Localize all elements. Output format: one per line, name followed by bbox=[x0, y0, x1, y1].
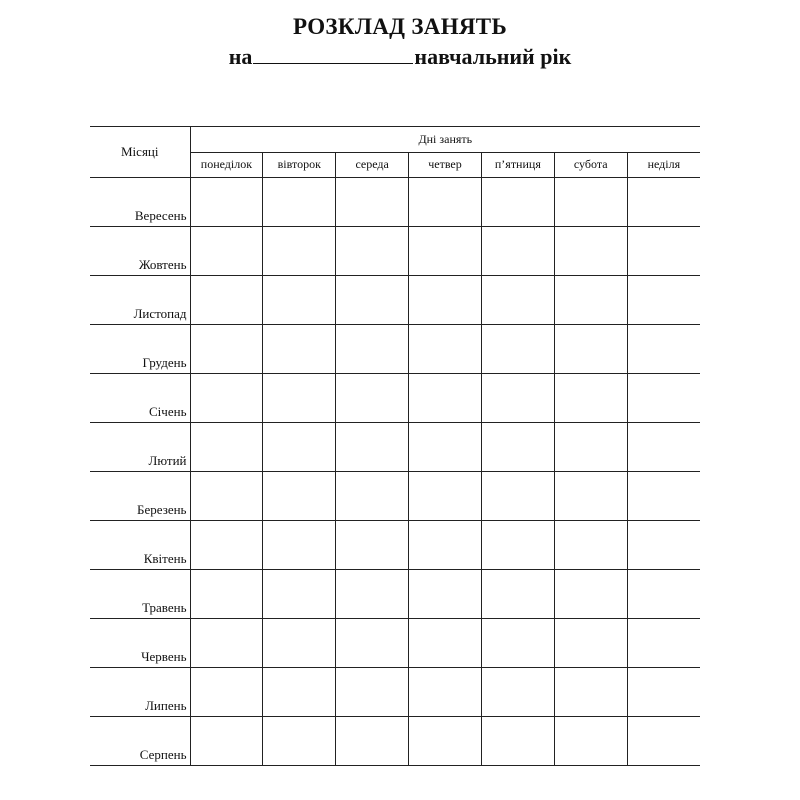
schedule-cell[interactable] bbox=[554, 374, 627, 423]
schedule-cell[interactable] bbox=[627, 619, 700, 668]
day-header-saturday: субота bbox=[554, 152, 627, 178]
schedule-cell[interactable] bbox=[336, 374, 409, 423]
days-group-header: Дні занять bbox=[190, 127, 700, 153]
schedule-cell[interactable] bbox=[190, 472, 263, 521]
month-label: Грудень bbox=[90, 325, 190, 374]
schedule-cell[interactable] bbox=[554, 668, 627, 717]
schedule-cell[interactable] bbox=[481, 619, 554, 668]
schedule-cell[interactable] bbox=[481, 276, 554, 325]
schedule-cell[interactable] bbox=[627, 717, 700, 766]
schedule-cell[interactable] bbox=[627, 570, 700, 619]
schedule-cell[interactable] bbox=[554, 717, 627, 766]
schedule-cell[interactable] bbox=[627, 472, 700, 521]
schedule-cell[interactable] bbox=[190, 423, 263, 472]
schedule-cell[interactable] bbox=[409, 668, 482, 717]
schedule-cell[interactable] bbox=[627, 423, 700, 472]
schedule-cell[interactable] bbox=[409, 570, 482, 619]
month-label: Червень bbox=[90, 619, 190, 668]
schedule-cell[interactable] bbox=[627, 325, 700, 374]
schedule-cell[interactable] bbox=[481, 227, 554, 276]
schedule-cell[interactable] bbox=[481, 521, 554, 570]
schedule-cell[interactable] bbox=[263, 619, 336, 668]
day-header-friday: п’ятниця bbox=[481, 152, 554, 178]
schedule-cell[interactable] bbox=[627, 521, 700, 570]
schedule-cell[interactable] bbox=[336, 570, 409, 619]
schedule-cell[interactable] bbox=[190, 276, 263, 325]
page-title: РОЗКЛАД ЗАНЯТЬ bbox=[293, 14, 507, 39]
schedule-cell[interactable] bbox=[409, 374, 482, 423]
schedule-cell[interactable] bbox=[627, 374, 700, 423]
schedule-cell[interactable] bbox=[263, 276, 336, 325]
schedule-cell[interactable] bbox=[554, 325, 627, 374]
table-row bbox=[90, 668, 700, 717]
day-header-sunday: неділя bbox=[627, 152, 700, 178]
schedule-cell[interactable] bbox=[190, 717, 263, 766]
month-label: Січень bbox=[90, 374, 190, 423]
schedule-cell[interactable] bbox=[263, 668, 336, 717]
schedule-cell[interactable] bbox=[336, 472, 409, 521]
schedule-cell[interactable] bbox=[409, 276, 482, 325]
month-column-header: Місяці bbox=[90, 127, 190, 178]
table-row bbox=[90, 619, 700, 668]
schedule-cell[interactable] bbox=[190, 668, 263, 717]
schedule-cell[interactable] bbox=[263, 374, 336, 423]
schedule-cell[interactable] bbox=[627, 227, 700, 276]
page-subtitle bbox=[0, 44, 800, 70]
table-row bbox=[90, 178, 700, 227]
table-row bbox=[90, 227, 700, 276]
schedule-cell[interactable] bbox=[336, 717, 409, 766]
schedule-cell[interactable] bbox=[481, 570, 554, 619]
schedule-cell[interactable] bbox=[554, 472, 627, 521]
schedule-cell[interactable] bbox=[336, 178, 409, 227]
subtitle-prefix: на bbox=[228, 44, 253, 69]
month-label: Серпень bbox=[90, 717, 190, 766]
day-header-tuesday: вівторок bbox=[263, 152, 336, 178]
schedule-cell[interactable] bbox=[554, 619, 627, 668]
schedule-cell[interactable] bbox=[190, 521, 263, 570]
schedule-cell[interactable] bbox=[627, 668, 700, 717]
schedule-cell[interactable] bbox=[554, 570, 627, 619]
schedule-cell[interactable] bbox=[263, 423, 336, 472]
table-row bbox=[90, 521, 700, 570]
schedule-cell[interactable] bbox=[190, 619, 263, 668]
schedule-cell[interactable] bbox=[627, 178, 700, 227]
table-row bbox=[90, 423, 700, 472]
schedule-cell[interactable] bbox=[409, 423, 482, 472]
schedule-table bbox=[90, 126, 700, 766]
month-label: Листопад bbox=[90, 276, 190, 325]
schedule-cell[interactable] bbox=[263, 717, 336, 766]
schedule-cell[interactable] bbox=[263, 521, 336, 570]
schedule-cell[interactable] bbox=[554, 276, 627, 325]
schedule-body bbox=[90, 178, 700, 766]
schedule-cell[interactable] bbox=[554, 521, 627, 570]
schedule-cell[interactable] bbox=[190, 374, 263, 423]
table-row bbox=[90, 325, 700, 374]
month-label: Березень bbox=[90, 472, 190, 521]
schedule-cell[interactable] bbox=[554, 227, 627, 276]
schedule-cell[interactable] bbox=[409, 521, 482, 570]
schedule-cell[interactable] bbox=[336, 325, 409, 374]
schedule-cell[interactable] bbox=[409, 325, 482, 374]
month-label: Липень bbox=[90, 668, 190, 717]
table-row bbox=[90, 717, 700, 766]
month-label: Вересень bbox=[90, 178, 190, 227]
schedule-cell[interactable] bbox=[190, 570, 263, 619]
table-row bbox=[90, 374, 700, 423]
schedule-cell[interactable] bbox=[336, 619, 409, 668]
schedule-cell[interactable] bbox=[481, 178, 554, 227]
day-header-thursday: четвер bbox=[409, 152, 482, 178]
table-row bbox=[90, 472, 700, 521]
schedule-cell[interactable] bbox=[336, 521, 409, 570]
schedule-sheet bbox=[90, 126, 700, 774]
academic-year-blank-line bbox=[253, 45, 413, 64]
schedule-cell[interactable] bbox=[554, 178, 627, 227]
schedule-cell[interactable] bbox=[627, 276, 700, 325]
schedule-cell[interactable] bbox=[409, 227, 482, 276]
day-header-wednesday: середа bbox=[336, 152, 409, 178]
subtitle-suffix: навчальний рік bbox=[414, 44, 572, 69]
schedule-cell[interactable] bbox=[336, 423, 409, 472]
schedule-cell[interactable] bbox=[481, 668, 554, 717]
schedule-cell[interactable] bbox=[481, 374, 554, 423]
schedule-cell[interactable] bbox=[336, 668, 409, 717]
month-label: Лютий bbox=[90, 423, 190, 472]
month-label: Травень bbox=[90, 570, 190, 619]
schedule-cell[interactable] bbox=[481, 423, 554, 472]
schedule-cell[interactable] bbox=[263, 472, 336, 521]
schedule-cell[interactable] bbox=[190, 227, 263, 276]
schedule-cell[interactable] bbox=[263, 570, 336, 619]
schedule-cell[interactable] bbox=[409, 472, 482, 521]
schedule-cell[interactable] bbox=[263, 178, 336, 227]
schedule-cell[interactable] bbox=[554, 423, 627, 472]
schedule-cell[interactable] bbox=[481, 472, 554, 521]
schedule-cell[interactable] bbox=[481, 325, 554, 374]
schedule-cell[interactable] bbox=[336, 276, 409, 325]
schedule-cell[interactable] bbox=[409, 619, 482, 668]
schedule-cell[interactable] bbox=[481, 717, 554, 766]
schedule-cell[interactable] bbox=[409, 178, 482, 227]
table-row bbox=[90, 276, 700, 325]
day-header-monday: понеділок bbox=[190, 152, 263, 178]
schedule-cell[interactable] bbox=[190, 178, 263, 227]
schedule-cell[interactable] bbox=[263, 227, 336, 276]
month-label: Жовтень bbox=[90, 227, 190, 276]
schedule-cell[interactable] bbox=[190, 325, 263, 374]
schedule-cell[interactable] bbox=[336, 227, 409, 276]
schedule-cell[interactable] bbox=[263, 325, 336, 374]
table-row bbox=[90, 570, 700, 619]
month-label: Квітень bbox=[90, 521, 190, 570]
schedule-cell[interactable] bbox=[409, 717, 482, 766]
